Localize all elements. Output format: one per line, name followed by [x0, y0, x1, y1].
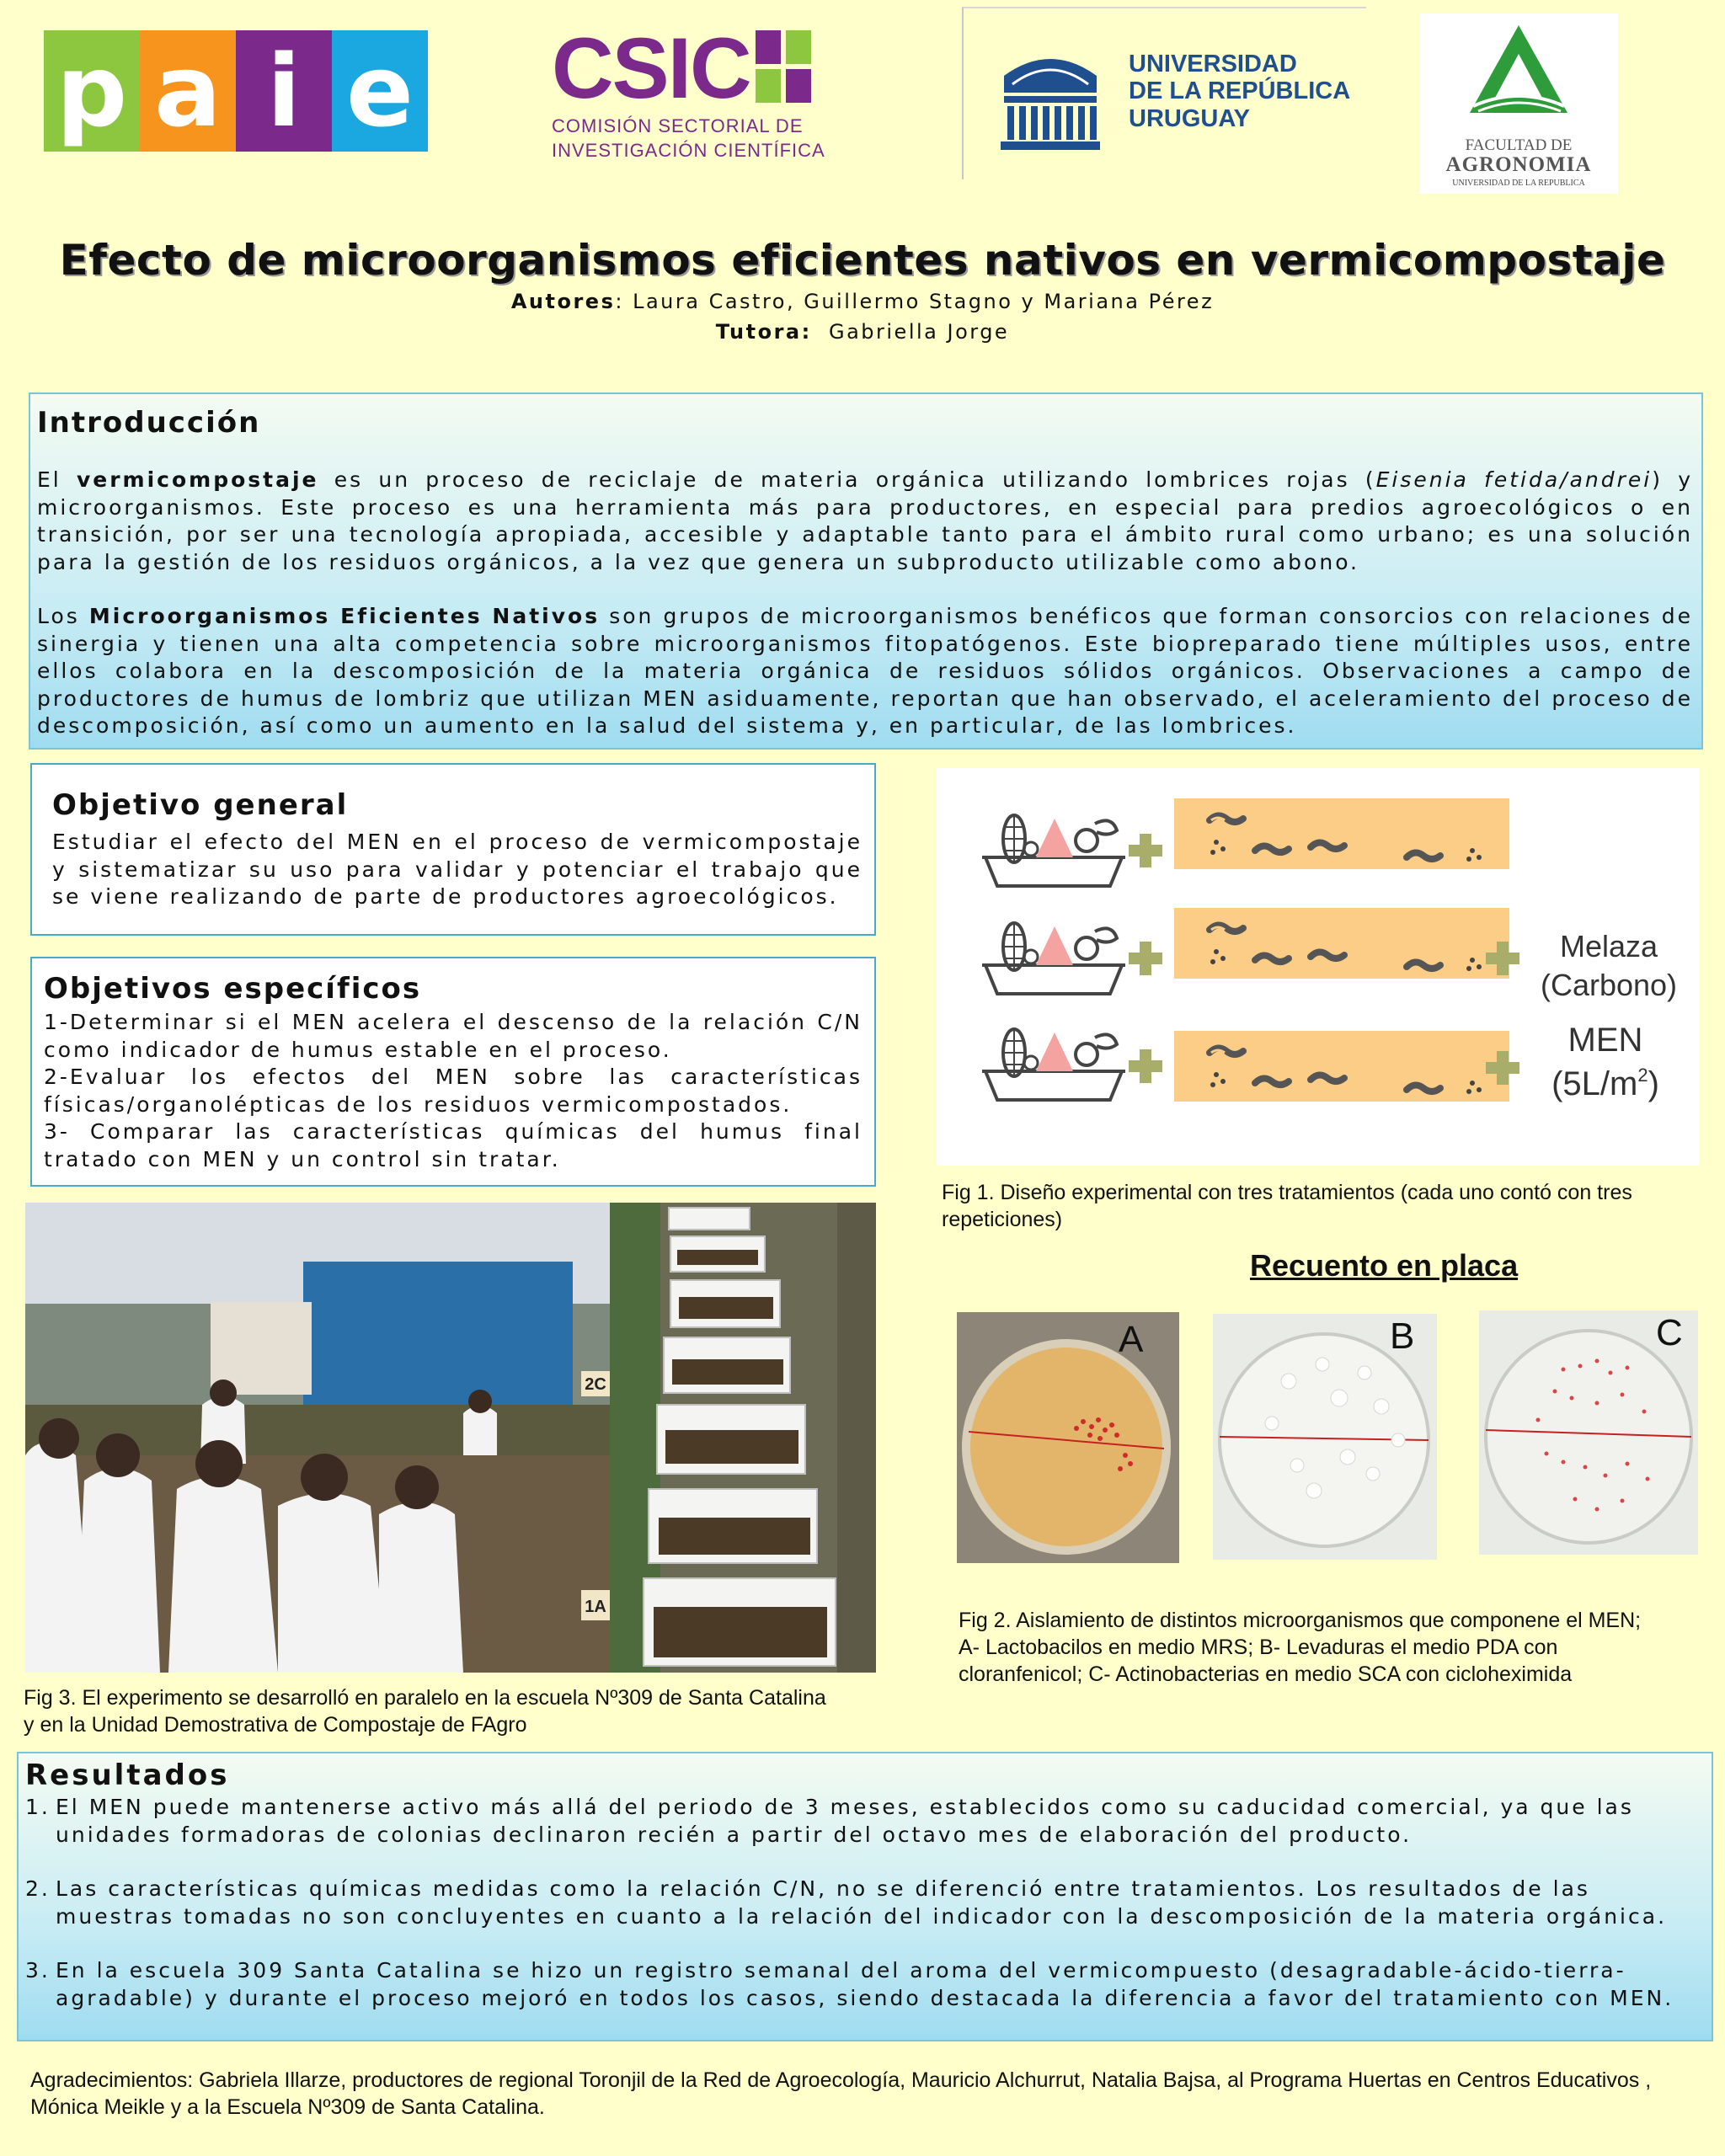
result-item	[25, 1794, 1703, 1849]
compost-boxes-image	[610, 1203, 876, 1673]
result-number: 3.	[25, 1958, 51, 1983]
men-dose-exponent: 2	[1637, 1065, 1648, 1086]
plate-b-label: B	[1390, 1315, 1415, 1357]
results-list	[25, 1794, 1703, 2012]
plate-c-photo	[1479, 1310, 1698, 1555]
intro-p2-c: son grupos de microorganismos benéficos que forman consorcios con relaciones de sinergia y tienen una alta competencia sobre microorganismos fitopatógenos. Este biopreparado tiene múltiples usos, entre ellos colabora en la descomposición de la materia orgánica de residuos sólidos orgánicos. Observaciones a campo de productores de humus de lombriz que utilizan MEN asiduamente, reportan que han observado, el aceleramiento del proceso de descomposición, así como un aumento en la salud del sistema y, en particular, de las lombrices.	[37, 604, 1694, 738]
intro-p2-bold: Microorganismos Eficientes Nativos	[88, 604, 601, 628]
result-number: 1.	[25, 1795, 51, 1819]
compost-boxes-photo	[610, 1203, 876, 1673]
school-children-photo	[25, 1203, 610, 1673]
school-children-image	[25, 1203, 610, 1673]
udelar-building-icon	[996, 42, 1105, 160]
paie-letter-i: i	[236, 30, 332, 152]
general-objective-section	[30, 763, 876, 936]
results-section	[17, 1752, 1713, 2041]
plate-a-label: A	[1119, 1319, 1144, 1360]
acknowledgements: Agradecimientos: Gabriela Illarze, productores de regional Toronjil de la Red de Agroecología, Mauricio Alchurrut, Natalia Bajsa, al Programa Huertas en Centros Educativos , Mónica Meikle y a la Escuela Nº309 de Santa Catalina.	[30, 2068, 1652, 2119]
authors-names: : Laura Castro, Guillermo Stagno y Mariana Pérez	[615, 290, 1215, 313]
result-text: El MEN puede mantenerse activo más allá del periodo de 3 meses, establecidos como su caducidad comercial, ya que las unidades formadoras de colonias declinaron recién a partir del octavo mes de elaboración del producto.	[56, 1795, 1634, 1847]
fagro-triangle-icon	[1419, 13, 1618, 131]
fig3-caption-line-2: y en la Unidad Demostrativa de Compostaje de FAgro	[24, 1713, 527, 1737]
paie-letter-e: e	[332, 30, 428, 152]
specific-objective-item: 3- Comparar las características químicas del humus final tratado con MEN y un control sin tratar.	[44, 1119, 862, 1171]
results-heading: Resultados	[25, 1758, 230, 1792]
intro-p1-bold: vermicompostaje	[76, 467, 319, 492]
udelar-logo	[962, 7, 1366, 179]
tutor-label: Tutora:	[715, 320, 812, 344]
fagro-line-2: AGRONOMIA	[1445, 153, 1592, 176]
paie-logo	[44, 30, 428, 152]
sign-2c: 2C	[585, 1375, 606, 1394]
result-number: 2.	[25, 1876, 51, 1901]
fagro-line-1: FACULTAD DE	[1465, 136, 1573, 154]
plate-a-image	[957, 1312, 1179, 1563]
csic-subtitle-1: COMISIÓN SECTORIAL DE	[552, 115, 804, 136]
tutor-line	[0, 320, 1725, 344]
fig3-caption-line-1: Fig 3. El experimento se desarrolló en paralelo en la escuela Nº309 de Santa Catalina	[24, 1686, 826, 1710]
plate-count-heading: Recuento en placa	[1250, 1248, 1519, 1283]
fig3-caption	[24, 1684, 916, 1738]
udelar-line-2: DE LA REPÚBLICA	[1129, 77, 1351, 105]
paie-letter-a: a	[140, 30, 236, 152]
udelar-name	[1129, 51, 1350, 132]
authors-label: Autores	[510, 290, 616, 313]
intro-p1-e: ) y microorganismos. Este proceso es una herramienta más para productores, en especial para predios agroecológicos o en transición, por ser una tecnología apropiada, accesible y adaptable tanto para el ámbito rural como urbano; es una solución para la gestión de los residuos orgánicos, a la vez que genera un subproducto utilizable como abono.	[37, 467, 1693, 574]
udelar-line-3: URUGUAY	[1129, 104, 1250, 132]
intro-p1-italic: Eisenia fetida/andrei	[1375, 467, 1653, 492]
experimental-design-diagram	[937, 768, 1700, 1166]
fig2-caption-line-1: Fig 2. Aislamiento de distintos microorganismos que componene el MEN;	[959, 1609, 1642, 1632]
fig2-caption-line-2: A- Lactobacilos en medio MRS; B- Levaduras el medio PDA con	[959, 1636, 1558, 1659]
csic-logo	[552, 20, 842, 162]
men-dose-close: )	[1648, 1065, 1659, 1102]
intro-heading: Introducción	[37, 406, 261, 440]
carbono-label: (Carbono)	[1540, 968, 1678, 1002]
sign-1a: 1A	[585, 1598, 606, 1616]
result-item	[25, 1957, 1703, 2012]
csic-wordmark: CSIC	[552, 20, 750, 116]
intro-paragraph-2	[37, 603, 1693, 740]
udelar-line-1: UNIVERSIDAD	[1129, 51, 1297, 77]
paie-letter-p: p	[44, 30, 140, 152]
men-dose-label	[1551, 1065, 1659, 1102]
specific-objectives-section	[30, 957, 876, 1187]
specific-objective-item: 1-Determinar si el MEN acelera el descenso de la relación C/N como indicador de humus estable en el proceso.	[44, 1010, 862, 1062]
intro-section	[29, 392, 1703, 750]
men-dose-value: (5L/m	[1551, 1065, 1638, 1102]
result-text: Las características químicas medidas como la relación C/N, no se diferenció entre tratamientos. Los resultados de las muestras tomadas no son concluyentes en cuanto a la relación del indicador con la descomposición de la materia orgánica.	[56, 1876, 1668, 1929]
intro-paragraph-1	[37, 467, 1693, 576]
general-objective-heading: Objetivo general	[52, 788, 349, 822]
tutor-name: Gabriella Jorge	[811, 320, 1010, 344]
intro-p2-a: Los	[37, 604, 89, 628]
fagro-logo	[1419, 13, 1618, 194]
result-text: En la escuela 309 Santa Catalina se hizo un registro semanal del aroma del vermicompuesto (desagradable-ácido-tierra-agradable) y durante el proceso mejoró en todos los casos, siendo destacada la diferencia a favor del tratamiento con MEN.	[56, 1958, 1674, 2010]
csic-squares-icon	[756, 30, 813, 104]
plate-b-photo	[1213, 1314, 1437, 1560]
specific-objectives-list	[44, 1009, 862, 1173]
fig2-caption-line-3: cloranfenicol; C- Actinobacterias en medio SCA con cicloheximida	[959, 1662, 1573, 1686]
intro-body	[37, 467, 1693, 740]
poster-title: Efecto de microorganismos eficientes nativos en vermicompostaje	[59, 236, 1666, 285]
csic-subtitle-2: INVESTIGACIÓN CIENTÍFICA	[552, 140, 825, 162]
melaza-label: Melaza	[1559, 929, 1658, 963]
specific-objectives-heading: Objetivos específicos	[44, 972, 422, 1006]
men-label: MEN	[1567, 1022, 1643, 1059]
intro-p1-c: es un proceso de reciclaje de materia orgánica utilizando lombrices rojas (	[318, 467, 1376, 492]
intro-p1-a: El	[37, 467, 77, 492]
fagro-line-3: UNIVERSIDAD DE LA REPUBLICA	[1452, 179, 1585, 188]
specific-objective-item: 2-Evaluar los efectos del MEN sobre las características físicas/organolépticas de los residuos vermicompostados.	[44, 1065, 862, 1117]
plate-c-label: C	[1656, 1312, 1683, 1353]
result-item	[25, 1876, 1703, 1930]
experimental-design-figure	[937, 768, 1700, 1166]
plate-a-photo	[957, 1312, 1179, 1563]
fig2-caption	[959, 1607, 1708, 1688]
authors-line	[0, 290, 1725, 313]
general-objective-text: Estudiar el efecto del MEN en el proceso de vermicompostaje y sistematizar su uso para validar y potenciar el trabajo que se viene realizando de parte de productores agroecológicos.	[52, 830, 862, 909]
fig1-caption: Fig 1. Diseño experimental con tres tratamientos (cada uno contó con tres repeticiones)	[942, 1181, 1632, 1231]
